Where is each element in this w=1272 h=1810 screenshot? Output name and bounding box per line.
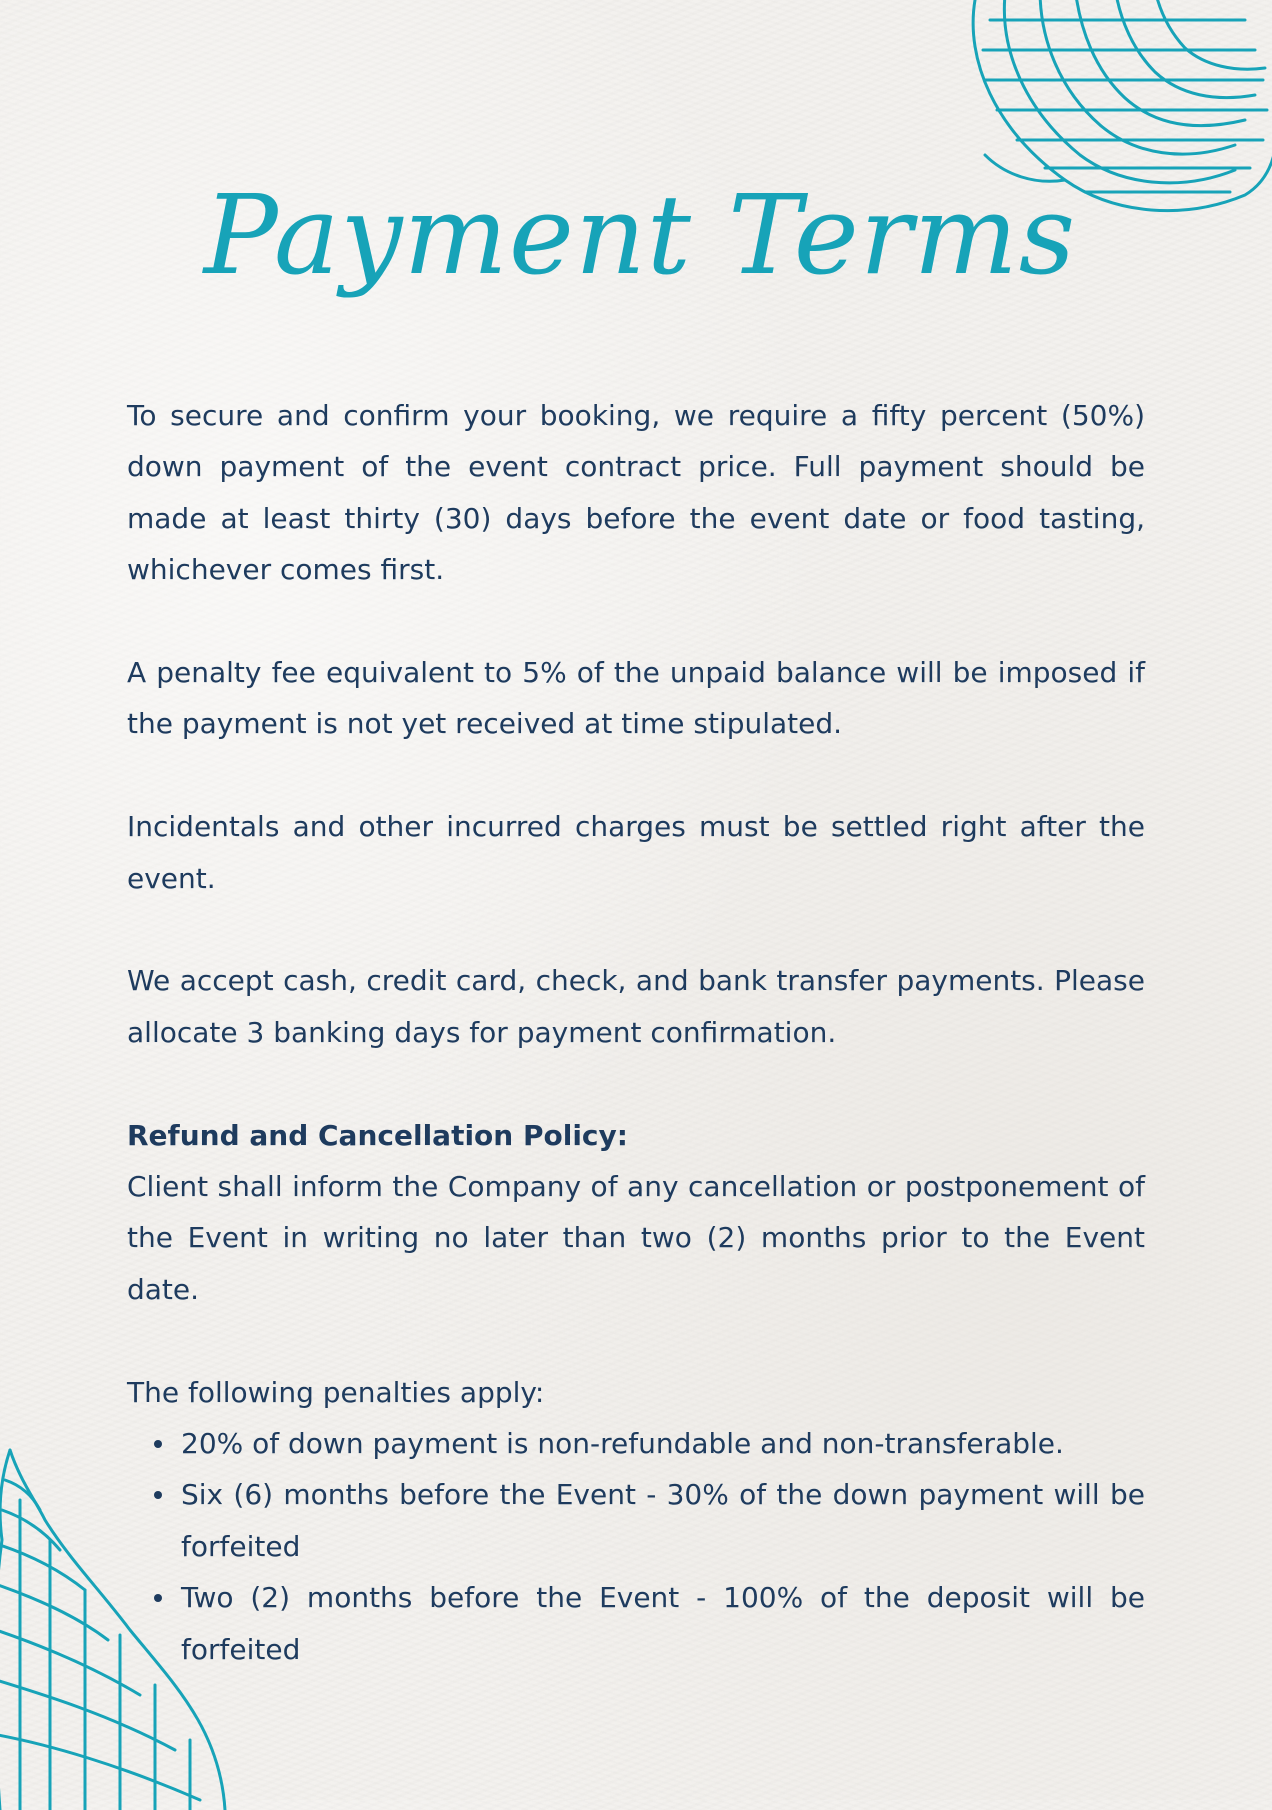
list-item: Two (2) months before the Event - 100% of the deposit will be forfeited: [181, 1572, 1145, 1675]
refund-policy-text: Client shall inform the Company of any cancellation or postponement of the Event in writing no later than two (2) months prior to the Event date.: [127, 1170, 1145, 1306]
list-item: Six (6) months before the Event - 30% of the down payment will be forfeited: [181, 1469, 1145, 1572]
document-body: [127, 390, 1145, 1675]
paragraph-penalty-fee: A penalty fee equivalent to 5% of the unpaid balance will be imposed if the payment is not yet received at time stipulated.: [127, 656, 1145, 741]
refund-policy-heading: Refund and Cancellation Policy:: [127, 1118, 628, 1152]
list-item: 20% of down payment is non-refundable and non-transferable.: [181, 1418, 1145, 1469]
refund-policy-section: [127, 1110, 1145, 1316]
paragraph-payment-methods: We accept cash, credit card, check, and bank transfer payments. Please allocate 3 banking days for payment confirmation.: [127, 964, 1145, 1049]
penalties-list: [127, 1418, 1145, 1675]
penalties-intro: The following penalties apply:: [127, 1375, 545, 1409]
paragraph-down-payment: To secure and confirm your booking, we require a fifty percent (50%) down payment of the event contract price. Full payment should be made at least thirty (30) days before the event date or food tasting, whichever comes first.: [127, 399, 1145, 587]
paragraph-incidentals: Incidentals and other incurred charges must be settled right after the event.: [127, 810, 1145, 895]
page-title: Payment Terms: [203, 171, 1077, 299]
